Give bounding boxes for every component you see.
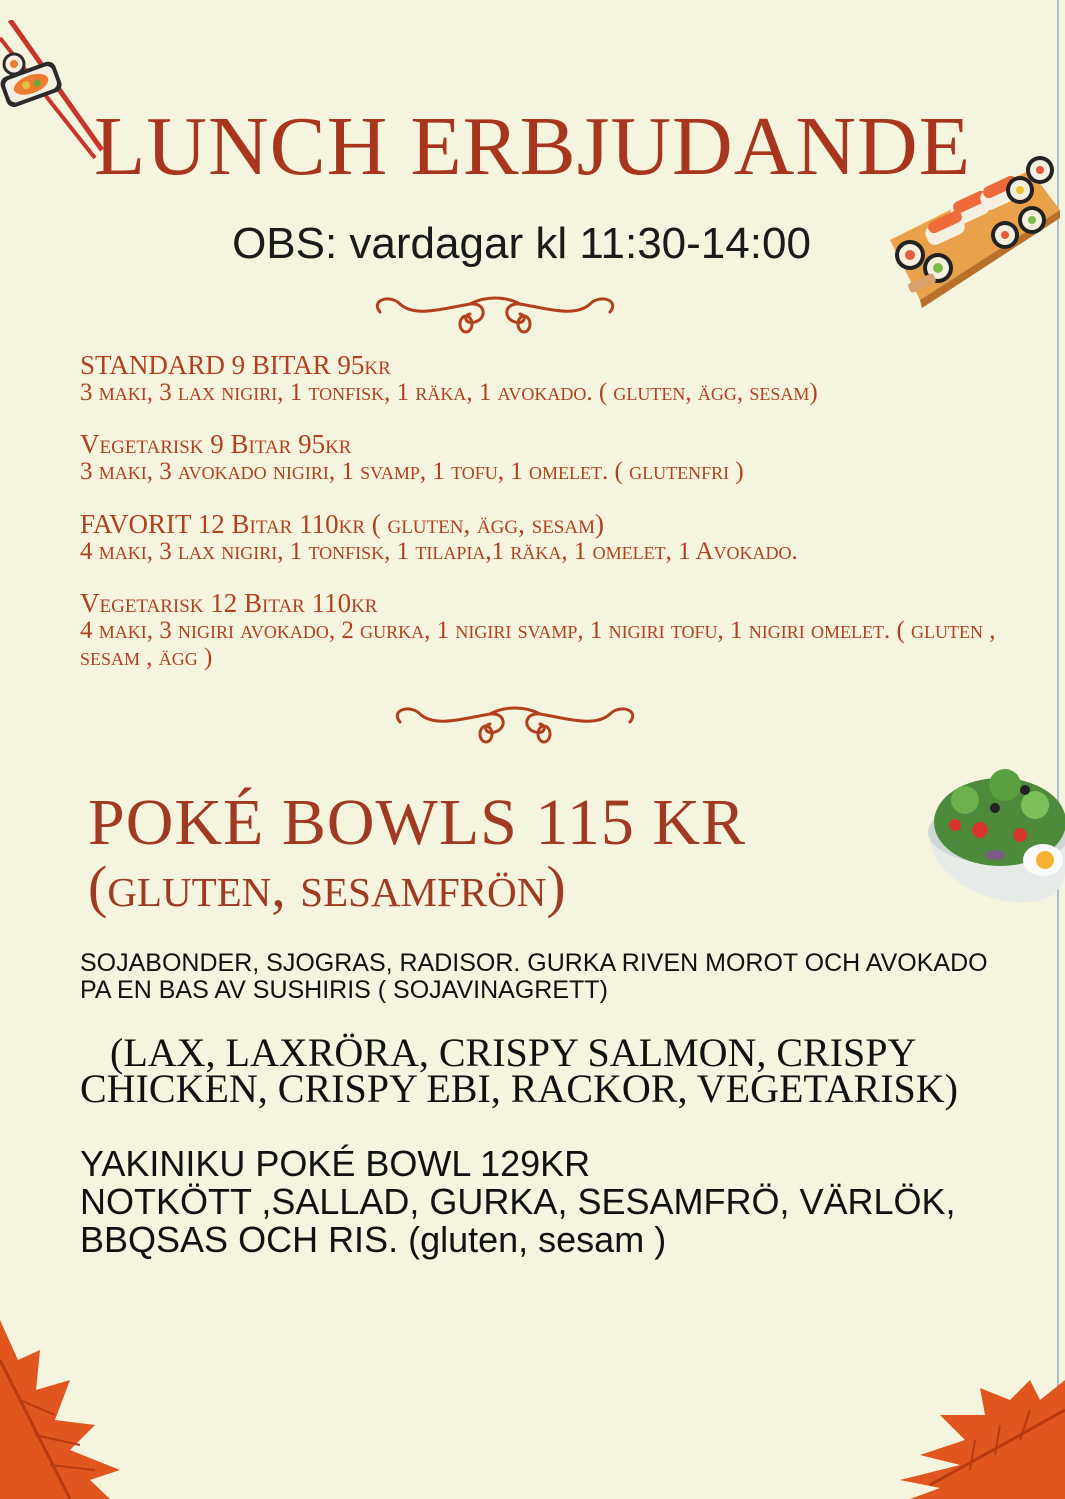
menu-item-desc: 4 maki, 3 nigiri avokado, 2 gurka, 1 nigiri svamp, 1 nigiri tofu, 1 nigiri omelet. ( gluten , sesam , ägg ) [80,617,996,671]
menu-item-favorit [80,510,1020,565]
menu-item-standard [80,351,1020,406]
opening-hours: OBS: vardagar kl 11:30-14:00 [232,219,811,268]
poke-ingredients: SOJABONDER, SJOGRAS, RADISOR. GURKA RIVEN MOROT OCH AVOKADO PA EN BAS AV SUSHIRIS ( SOJAVINAGRETT) [80,949,988,1004]
yakiniku-desc-line1: NOTKÖTT ,SALLAD, GURKA, SESAMFRÖ, VÄRLÖK, [80,1181,956,1222]
flourish-divider-icon [370,290,620,338]
yakiniku-desc-line2: BBQSAS OCH RIS. (gluten, sesam ) [80,1219,667,1260]
poke-protein-options: (LAX, LAXRÖRA, CRISPY SALMON, CRISPY CHICKEN, CRISPY EBI, RACKOR, VEGETARISK) [80,1030,958,1111]
menu-item-vegetarisk-12 [80,589,1020,671]
menu-item-title: Vegetarisk 12 Bitar 110kr [80,588,378,618]
menu-item-vegetarisk-9 [80,430,1020,485]
autumn-leaf-icon [880,1370,1065,1499]
menu-item-desc: 3 maki, 3 lax nigiri, 1 tonfisk, 1 räka, 1 avokado. ( gluten, ägg, sesam) [80,379,818,406]
poke-bowls-allergens: (gluten, sesamfrön) [88,854,566,919]
page-title: LUNCH ERBJUDANDE [94,100,971,193]
yakiniku-section [80,1145,1020,1259]
menu-item-title: Vegetarisk 9 Bitar 95kr [80,429,352,459]
salad-bowl-icon [925,760,1065,925]
poke-bowls-title: POKÉ BOWLS 115 KR [88,786,747,859]
flourish-divider-icon [390,700,640,748]
sushi-platter-icon [880,150,1065,315]
menu-item-desc: 4 maki, 3 lax nigiri, 1 tonfisk, 1 tilapia,1 räka, 1 omelet, 1 Avokado. [80,538,798,565]
yakiniku-title: YAKINIKU POKÉ BOWL 129KR [80,1143,591,1184]
autumn-leaf-icon [0,1320,130,1499]
menu-item-desc: 3 maki, 3 avokado nigiri, 1 svamp, 1 tofu, 1 omelet. ( glutenfri ) [80,458,744,485]
menu-item-title: STANDARD 9 BITAR 95kr [80,350,391,380]
menu-item-title: FAVORIT 12 Bitar 110kr ( gluten, ägg, sesam) [80,509,604,539]
